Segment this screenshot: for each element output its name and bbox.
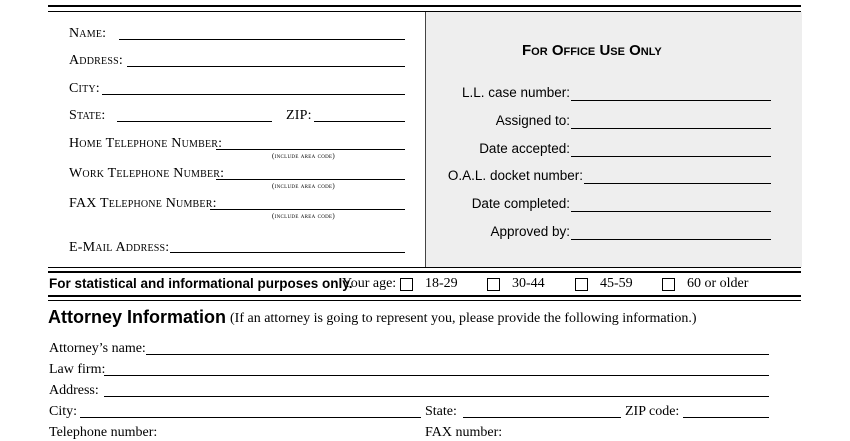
top-rule-thick xyxy=(48,5,801,7)
address-label: Address: xyxy=(69,53,123,68)
age-60-plus-checkbox[interactable] xyxy=(662,278,675,291)
work-phone-note: (include area code) xyxy=(272,182,336,190)
age-18-29-checkbox[interactable] xyxy=(400,278,413,291)
oal-docket-label: O.A.L. docket number: xyxy=(447,168,583,183)
zip-field[interactable] xyxy=(314,121,405,122)
stats-rule-top-thick xyxy=(48,271,801,273)
statistics-lead: For statistical and informational purposes only. xyxy=(49,276,353,291)
name-field[interactable] xyxy=(119,39,405,40)
assigned-to-field[interactable] xyxy=(571,128,771,129)
fax-phone-note: (include area code) xyxy=(272,212,336,220)
age-label: Your age: xyxy=(342,276,397,291)
city-label: City: xyxy=(69,81,100,96)
stats-rule-bottom-thick xyxy=(48,295,801,297)
home-phone-note: (include area code) xyxy=(272,152,336,160)
stats-rule-top-thin xyxy=(48,267,801,268)
approved-by-field[interactable] xyxy=(571,239,771,240)
attorney-fax-label: FAX number: xyxy=(425,425,503,440)
address-field[interactable] xyxy=(127,66,405,67)
home-phone-label: Home Telephone Number: xyxy=(69,136,223,151)
email-label: E-Mail Address: xyxy=(69,240,170,255)
office-title: For Office Use Only xyxy=(522,42,662,59)
case-number-label: L.L. case number: xyxy=(461,85,570,100)
approved-by-label: Approved by: xyxy=(490,224,570,239)
attorney-state-field[interactable] xyxy=(463,417,621,418)
attorney-phone-label: Telephone number: xyxy=(49,425,158,440)
zip-label: ZIP: xyxy=(286,108,312,123)
email-field[interactable] xyxy=(170,252,405,253)
assigned-to-label: Assigned to: xyxy=(495,113,570,128)
home-phone-field[interactable] xyxy=(216,149,405,150)
age-45-59-label: 45-59 xyxy=(600,276,633,291)
work-phone-label: Work Telephone Number: xyxy=(69,166,225,181)
attorney-zip-label: ZIP code: xyxy=(625,404,680,419)
oal-docket-field[interactable] xyxy=(584,183,771,184)
attorney-city-field[interactable] xyxy=(80,417,421,418)
state-label: State: xyxy=(69,108,106,123)
age-18-29-label: 18-29 xyxy=(425,276,458,291)
attorney-city-label: City: xyxy=(49,404,78,419)
law-firm-label: Law firm: xyxy=(49,362,106,377)
attorney-zip-field[interactable] xyxy=(683,417,769,418)
attorney-name-field[interactable] xyxy=(146,354,769,355)
attorney-address-label: Address: xyxy=(49,383,99,398)
attorney-address-field[interactable] xyxy=(104,396,769,397)
case-number-field[interactable] xyxy=(571,100,771,101)
fax-phone-label: FAX Telephone Number: xyxy=(69,196,217,211)
date-accepted-field[interactable] xyxy=(571,156,771,157)
date-accepted-label: Date accepted: xyxy=(479,141,570,156)
attorney-state-label: State: xyxy=(425,404,457,419)
attorney-subheading: (If an attorney is going to represent you, please provide the following information.) xyxy=(230,311,697,326)
name-label: Name: xyxy=(69,26,107,41)
office-use-panel xyxy=(425,12,802,267)
attorney-heading: Attorney Information xyxy=(48,307,226,327)
state-field[interactable] xyxy=(117,121,272,122)
fax-phone-field[interactable] xyxy=(210,209,405,210)
city-field[interactable] xyxy=(102,94,405,95)
age-45-59-checkbox[interactable] xyxy=(575,278,588,291)
age-60-plus-label: 60 or older xyxy=(687,276,749,291)
date-completed-label: Date completed: xyxy=(471,196,570,211)
date-completed-field[interactable] xyxy=(571,211,771,212)
age-30-44-checkbox[interactable] xyxy=(487,278,500,291)
attorney-name-label: Attorney’s name: xyxy=(49,341,146,356)
work-phone-field[interactable] xyxy=(216,179,405,180)
age-30-44-label: 30-44 xyxy=(512,276,545,291)
stats-rule-bottom-thin xyxy=(48,300,801,301)
law-firm-field[interactable] xyxy=(104,375,769,376)
